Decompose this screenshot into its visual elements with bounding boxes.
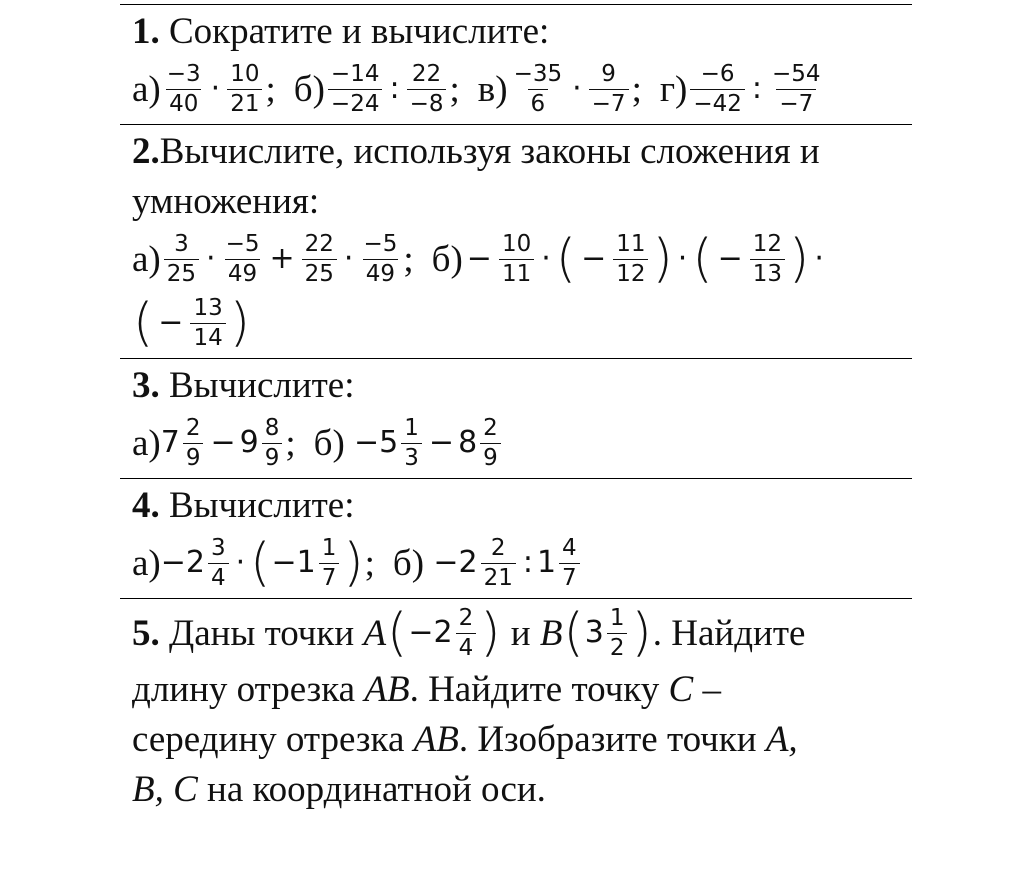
operator: · <box>235 545 246 580</box>
fraction: $\frac{3}{4}$ <box>208 535 229 591</box>
task-number: 4. <box>132 485 160 526</box>
right-paren: ) <box>343 533 364 593</box>
left-paren: ( <box>563 603 584 663</box>
operator: · <box>343 241 354 276</box>
right-paren: ) <box>229 293 251 353</box>
task-text: Сократите и вычислите: <box>159 11 550 52</box>
whole-part: −2 <box>160 545 205 580</box>
task-text: Даны точки <box>159 612 364 654</box>
task-1-heading <box>132 7 912 57</box>
operator: − <box>210 425 236 460</box>
segment-label: AB <box>413 719 459 760</box>
task-3 <box>120 358 912 478</box>
operator: · <box>677 241 688 276</box>
fraction: $\frac{3}{25}$ <box>164 231 199 287</box>
fraction: $\frac{13}{14}$ <box>190 295 225 351</box>
fraction: $\frac{8}{9}$ <box>262 415 283 471</box>
fraction: $\frac{1}{2}$ <box>607 605 628 661</box>
separator: ; <box>403 238 414 280</box>
separator: ; <box>265 68 276 110</box>
fraction: $\frac{2}{9}$ <box>480 415 501 471</box>
text: . Найдите точку <box>409 669 669 710</box>
operator: · <box>210 71 221 106</box>
task-text: Вычислите: <box>159 485 355 526</box>
right-paren: ) <box>480 603 501 663</box>
left-paren: ( <box>555 229 577 289</box>
left-paren: ( <box>692 229 713 289</box>
fraction: $\frac{1}{3}$ <box>401 415 422 471</box>
right-paren: ) <box>652 229 673 289</box>
task-2-heading-cont: умножения: <box>132 181 320 222</box>
item-label: б) <box>293 68 325 110</box>
separator: ; <box>285 422 296 464</box>
operator: − <box>428 425 455 460</box>
fraction: $\frac{4}{7}$ <box>559 535 580 591</box>
operator: · <box>206 241 216 276</box>
fraction: $\frac{10}{21}$ <box>227 61 262 117</box>
task-4 <box>120 478 912 598</box>
task-2 <box>120 124 912 358</box>
operator: : <box>389 71 400 106</box>
task-2-expressions <box>132 227 912 291</box>
whole-part: −2 <box>408 615 453 650</box>
right-paren: ) <box>789 229 810 289</box>
task-4-heading <box>132 481 912 531</box>
fraction: $\frac{22}{-8}$ <box>407 61 447 117</box>
operator: − <box>466 241 492 276</box>
item-label: г) <box>659 68 688 110</box>
operator: + <box>269 241 295 276</box>
left-paren: ( <box>133 293 154 353</box>
task-5 <box>120 598 912 818</box>
item-label: б) <box>313 422 345 464</box>
fraction: $\frac{-5}{49}$ <box>225 231 260 287</box>
whole-part: 3 <box>584 615 604 650</box>
operator: · <box>814 241 824 276</box>
left-paren: ( <box>387 603 408 663</box>
separator: ; <box>449 68 460 110</box>
task-text: Вычислите: <box>159 365 355 406</box>
fraction: $\frac{12}{13}$ <box>750 231 785 287</box>
point-labels: B, C <box>132 769 198 810</box>
operator: − <box>581 241 607 276</box>
whole-part: 1 <box>536 545 557 580</box>
text: длину отрезка <box>132 669 365 710</box>
point-label: A, <box>765 719 798 760</box>
text: – <box>693 669 721 710</box>
fraction: $\frac{9}{-7}$ <box>589 61 629 117</box>
task-number: 1. <box>132 11 160 52</box>
item-label: б) <box>431 238 463 280</box>
fraction: $\frac{-35}{6}$ <box>513 61 563 117</box>
operator: − <box>717 241 743 276</box>
task-3-heading <box>132 361 912 411</box>
fraction: $\frac{-5}{49}$ <box>363 231 398 287</box>
operator: · <box>572 71 582 106</box>
task-text: и <box>501 612 540 654</box>
task-5-line-1 <box>132 601 912 665</box>
task-2-heading <box>132 127 912 177</box>
right-paren: ) <box>631 603 652 663</box>
whole-part: −5 <box>354 425 399 460</box>
point-label: C <box>668 669 694 710</box>
whole-part: −2 <box>433 545 478 580</box>
fraction: $\frac{22}{25}$ <box>302 231 337 287</box>
task-5-line-2 <box>132 665 912 715</box>
task-text: . Найдите <box>652 612 806 654</box>
whole-part: 7 <box>160 425 180 460</box>
segment-label: AB <box>364 669 410 710</box>
operator: · <box>541 241 551 276</box>
operator: − <box>158 305 184 340</box>
task-1 <box>120 4 912 124</box>
separator: ; <box>364 542 375 584</box>
operator: : <box>751 71 762 106</box>
item-label: в) <box>477 68 508 110</box>
fraction: $\frac{-3}{40}$ <box>166 61 201 117</box>
fraction: $\frac{-14}{-24}$ <box>328 61 383 117</box>
text: середину отрезка <box>132 719 414 760</box>
whole-part: −1 <box>271 545 316 580</box>
task-4-expressions <box>132 531 912 595</box>
task-5-line-4 <box>132 765 912 815</box>
whole-part: 8 <box>458 425 478 460</box>
item-label: б) <box>392 542 425 584</box>
fraction: $\frac{2}{21}$ <box>481 535 516 591</box>
point-label: A <box>363 612 387 654</box>
item-label: а) <box>132 68 161 110</box>
item-label: а) <box>132 238 161 280</box>
fraction: $\frac{2}{4}$ <box>456 605 477 661</box>
fraction: $\frac{1}{7}$ <box>319 535 340 591</box>
task-number: 5. <box>132 612 160 654</box>
worksheet <box>120 4 912 818</box>
fraction: $\frac{-54}{-7}$ <box>772 61 821 117</box>
task-1-expressions <box>132 57 912 121</box>
task-3-expressions <box>132 411 912 475</box>
whole-part: 9 <box>239 425 259 460</box>
fraction: $\frac{11}{12}$ <box>613 231 648 287</box>
task-5-line-3 <box>132 715 912 765</box>
task-number: 2. <box>132 131 160 172</box>
task-number: 3. <box>132 365 160 406</box>
separator: ; <box>631 68 642 110</box>
fraction: $\frac{2}{9}$ <box>183 415 204 471</box>
task-text: Вычислите, используя законы сложения и <box>159 131 820 172</box>
task-2-expressions-cont <box>132 291 912 355</box>
left-paren: ( <box>250 533 271 593</box>
fraction: $\frac{-6}{-42}$ <box>690 61 745 117</box>
text: на координатной оси. <box>197 769 546 810</box>
text: . Изобразите точки <box>458 719 766 760</box>
point-label: B <box>539 612 563 654</box>
operator: : <box>522 545 533 580</box>
fraction: $\frac{10}{11}$ <box>499 231 534 287</box>
item-label: а) <box>132 422 161 464</box>
item-label: а) <box>132 542 161 584</box>
